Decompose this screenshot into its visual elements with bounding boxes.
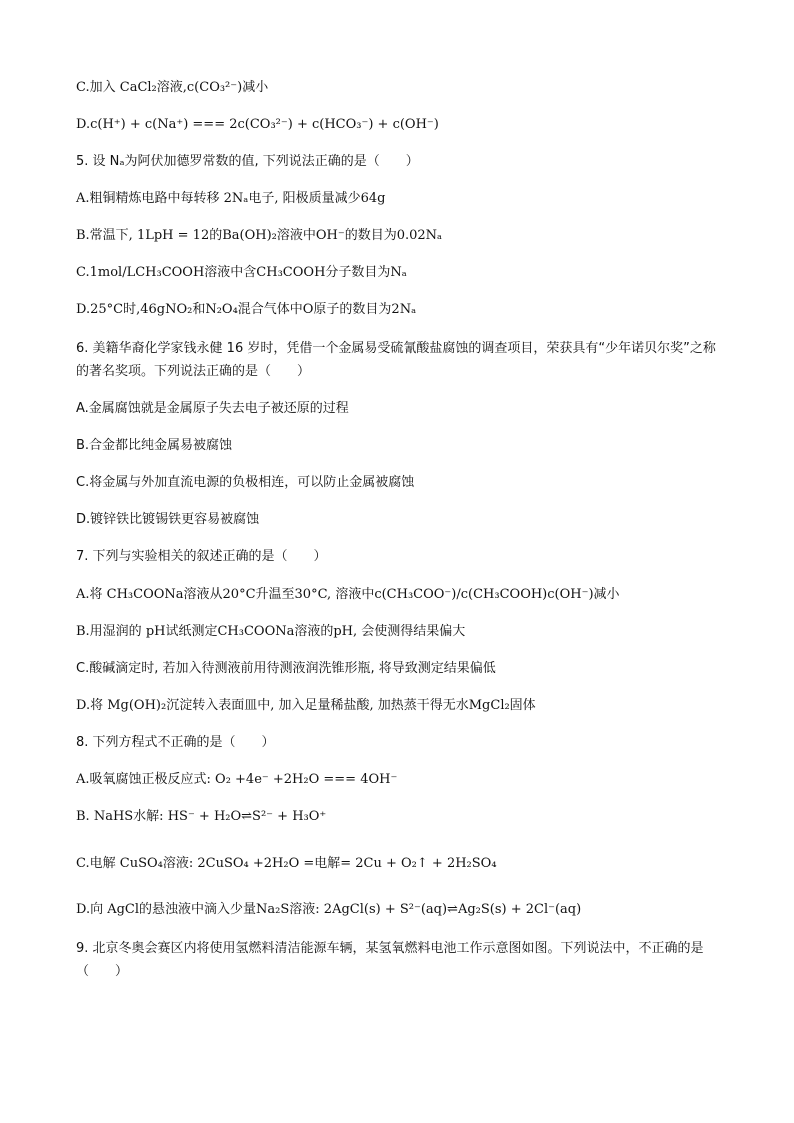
option-d-q7: D.将 Mg(OH)₂沉淀转入表面皿中, 加入足量稀盐酸, 加热蒸干得无水MgCl₂固体	[76, 698, 536, 713]
option-c-q5: C.1mol/LCH₃COOH溶液中含CH₃COOH分子数目为Nₐ	[76, 265, 407, 280]
option-c-q4: C.加入 CaCl₂溶液,c(CO₃²⁻)减小	[76, 80, 269, 95]
option-c-q7: C.酸碱滴定时, 若加入待测液前用待测液润洗锥形瓶, 将导致测定结果偏低	[76, 661, 496, 676]
option-a-q6: A.金属腐蚀就是金属原子失去电子被还原的过程	[76, 401, 349, 416]
option-b-q6: B.合金都比纯金属易被腐蚀	[76, 438, 233, 453]
question-9: 9. 北京冬奥会赛区内将使用氢燃料清洁能源车辆，某氢氧燃料电池工作示意图如图。下列说法中，不正确的是（ ）	[76, 941, 704, 979]
option-a-q5: A.粗铜精炼电路中每转移 2Nₐ电子, 阳极质量减少64g	[76, 191, 386, 206]
option-b-q8: B. NaHS水解: HS⁻ + H₂O⇌S²⁻ + H₃O⁺	[76, 809, 327, 824]
option-d-q5: D.25°C时,46gNO₂和N₂O₄混合气体中O原子的数目为2Nₐ	[76, 302, 417, 317]
option-a-q7: A.将 CH₃COONa溶液从20°C升温至30°C, 溶液中c(CH₃COO⁻)/c(CH₃COOH)c(OH⁻)减小	[76, 587, 620, 602]
option-b-q5: B.常温下, 1LpH = 12的Ba(OH)₂溶液中OH⁻的数目为0.02Nₐ	[76, 228, 443, 243]
option-b-q7: B.用湿润的 pH试纸测定CH₃COONa溶液的pH, 会使测得结果偏大	[76, 624, 466, 639]
question-7: 7. 下列与实验相关的叙述正确的是（ ）	[76, 549, 327, 564]
question-8: 8. 下列方程式不正确的是（ ）	[76, 735, 275, 750]
option-d-q8: D.向 AgCl的悬浊液中滴入少量Na₂S溶液: 2AgCl(s) + S²⁻(aq)⇌Ag₂S(s) + 2Cl⁻(aq)	[76, 902, 582, 917]
option-c-q6: C.将金属与外加直流电源的负极相连，可以防止金属被腐蚀	[76, 475, 415, 490]
option-a-q8: A.吸氧腐蚀正极反应式: O₂ +4e⁻ +2H₂O === 4OH⁻	[76, 772, 398, 787]
option-d-q4: D.c(H⁺) + c(Na⁺) === 2c(CO₃²⁻) + c(HCO₃⁻) + c(OH⁻)	[76, 117, 439, 132]
question-5: 5. 设 Nₐ为阿伏加德罗常数的值, 下列说法正确的是（ ）	[76, 154, 419, 169]
option-d-q6: D.镀锌铁比镀锡铁更容易被腐蚀	[76, 512, 260, 527]
question-6: 6. 美籍华裔化学家钱永健 16 岁时，凭借一个金属易受硫氰酸盐腐蚀的调查项目，荣获具有“少年诺贝尔奖”之称的著名奖项。下列说法正确的是（ ）	[76, 341, 716, 379]
option-c-q8: C.电解 CuSO₄溶液: 2CuSO₄ +2H₂O =电解= 2Cu + O₂↑ + 2H₂SO₄	[76, 856, 497, 871]
